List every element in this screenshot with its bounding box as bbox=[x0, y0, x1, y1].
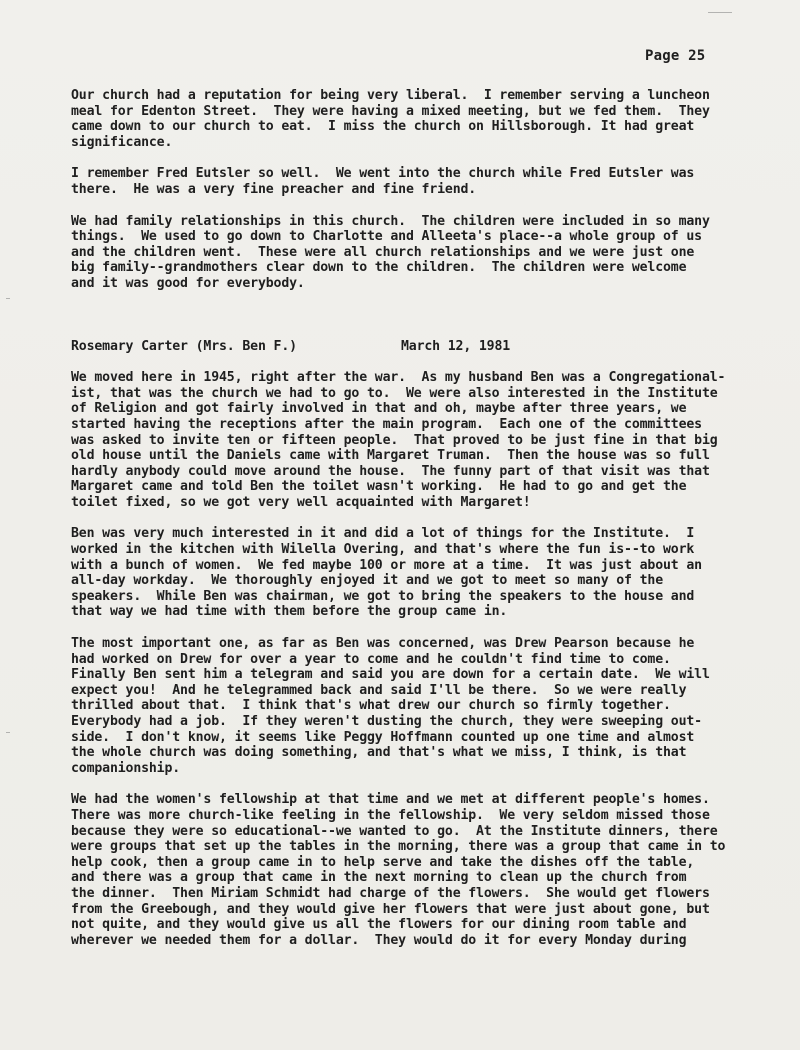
interview-heading bbox=[71, 339, 751, 355]
scan-mark bbox=[6, 732, 10, 733]
interview-date: March 12, 1981 bbox=[401, 338, 511, 354]
page-number: Page 25 bbox=[645, 48, 706, 64]
paragraph: We had the women's fellowship at that time and we met at different people's homes. There was more church-like feeling in the fellowship. We very seldom missed those because they were so educational--we wanted to go. At the Institute dinners, there were groups that set up the tables in the morning, there was a group that came in to help cook, then a group came in to help serve and take the dishes off the table, and there was a group that came in the next morning to clean up the church from the dinner. Then Miriam Schmidt had charge of the flowers. She would get flowers from the Greebough, and they would give her flowers that were just about gone, but not quite, and they would give us all the flowers for our dining room table and wherever we needed them for a dollar. They would do it for every Monday during bbox=[71, 792, 726, 948]
scan-mark bbox=[6, 298, 10, 299]
paragraph: I remember Fred Eutsler so well. We went into the church while Fred Eutsler was there. He was a very fine preacher and fine friend. bbox=[71, 166, 695, 197]
paragraph: The most important one, as far as Ben was concerned, was Drew Pearson because he had worked on Drew for over a year to come and he couldn't find time to come. Finally Ben sent him a telegram and said you are down for a certain date. We will expect you! And he telegrammed back and said I'll be there. So we were really thrilled about that. I think that's what drew our church so firmly together. Everybody had a job. If they weren't dusting the church, they were sweeping out- side. I don't know, it seems like Peggy Hoffmann counted up one time and almost the whole church was doing something, and that's what we miss, I think, is that companionship. bbox=[71, 636, 710, 776]
scan-mark bbox=[708, 12, 732, 13]
speaker-name: Rosemary Carter (Mrs. Ben F.) bbox=[71, 338, 297, 354]
paragraph: We had family relationships in this church. The children were included in so many things. We used to go down to Charlotte and Alleeta's place--a whole group of us and the children went. These were all church relationships and we were just one big family--grandmothers clear down to the children. The children were welcome and it was good for everybody. bbox=[71, 213, 710, 291]
paragraph: Our church had a reputation for being very liberal. I remember serving a luncheon meal for Edenton Street. They were having a mixed meeting, but we fed them. They came down to our church to eat. I miss the church on Hillsborough. It had great significance. bbox=[71, 88, 710, 150]
paragraph: We moved here in 1945, right after the war. As my husband Ben was a Congregational- ist, that was the church we had to go to. We were also interested in the Institute of Religion and got fairly involved in that and oh, maybe after three years, we started having the receptions after the main program. Each one of the committees was asked to invite ten or fifteen people. That proved to be just fine in that big old house until the Daniels came with Margaret Truman. Then the house was so full hardly anybody could move around the house. The funny part of that visit was that Margaret came and told Ben the toilet wasn't working. He had to go and get the toilet fixed, so we got very well acquainted with Margaret! bbox=[71, 370, 726, 510]
document-body bbox=[71, 88, 751, 948]
paragraph: Ben was very much interested in it and did a lot of things for the Institute. I worked in the kitchen with Wilella Overing, and that's where the fun is--to work with a bunch of women. We fed maybe 100 or more at a time. It was just about an all-day workday. We thoroughly enjoyed it and we got to meet so many of the speakers. While Ben was chairman, we got to bring the speakers to the house and that way we had time with them before the group came in. bbox=[71, 526, 702, 620]
